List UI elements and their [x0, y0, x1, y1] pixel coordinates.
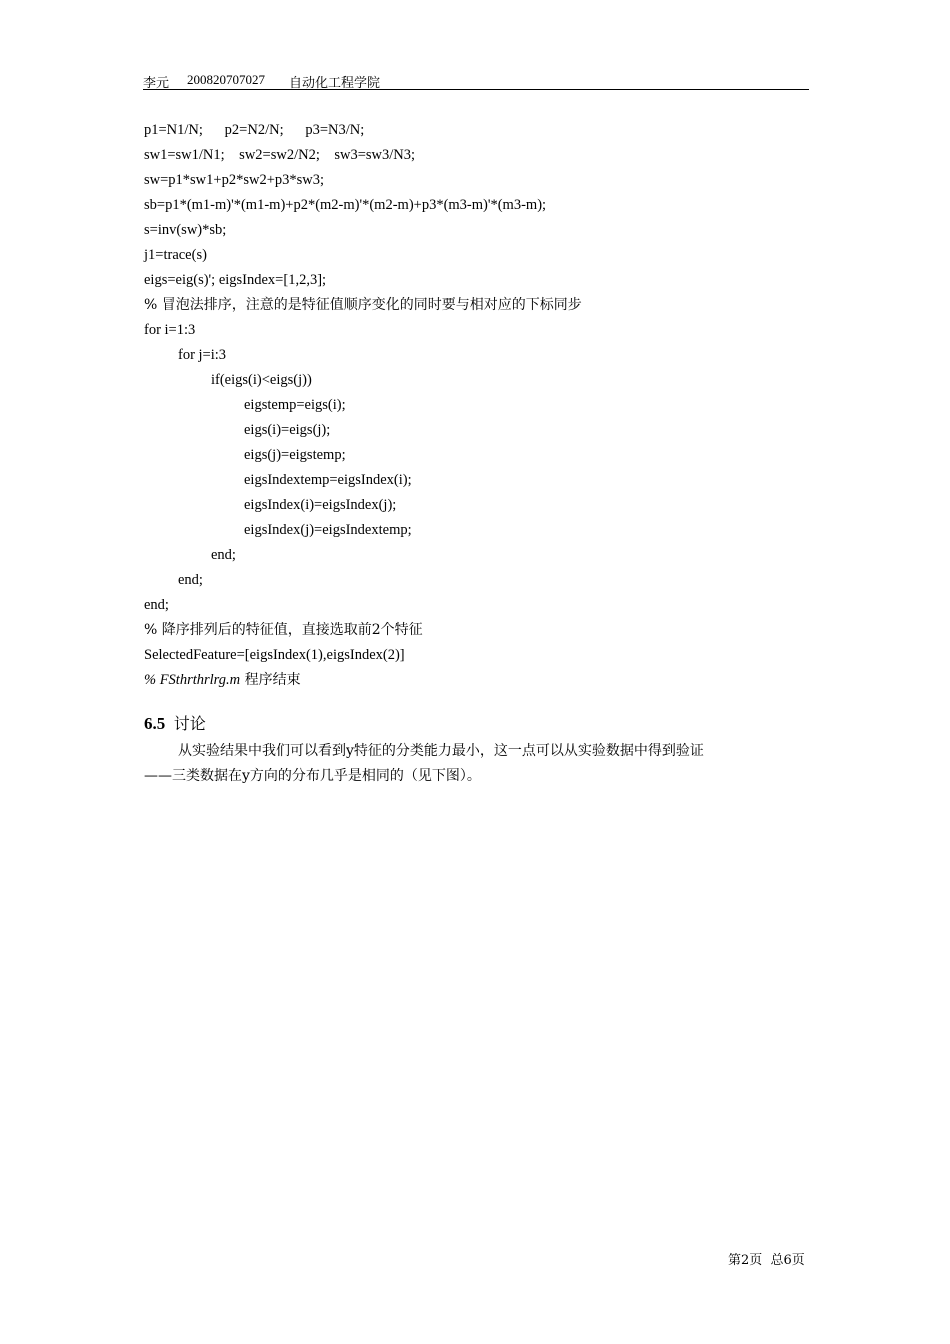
- section-heading: [144, 711, 206, 734]
- code-line: sb=p1*(m1-m)'*(m1-m)+p2*(m2-m)'*(m2-m)+p3*(m3-m)'*(m3-m);: [144, 197, 547, 213]
- script-filename: % FSthrthrlrg.m: [144, 672, 241, 688]
- code-line: sw=p1*sw1+p2*sw2+p3*sw3;: [144, 172, 325, 188]
- paragraph-line: ——三类数据在y方向的分布几乎是相同的（见下图）。: [144, 768, 481, 784]
- paragraph-line: 从实验结果中我们可以看到y特征的分类能力最小，这一点可以从实验数据中得到验证: [178, 743, 704, 759]
- section-title: 讨论: [173, 714, 206, 733]
- code-line: eigsIndex(i)=eigsIndex(j);: [244, 497, 397, 513]
- code-line: for j=i:3: [178, 347, 227, 363]
- code-line: end;: [178, 572, 203, 588]
- code-comment: % 降序排列后的特征值，直接选取前2个特征: [144, 622, 423, 638]
- page-footer: 第2页 总6页: [728, 1253, 805, 1268]
- code-line: sw1=sw1/N1; sw2=sw2/N2; sw3=sw3/N3;: [144, 147, 416, 163]
- script-end-text: 程序结束: [240, 672, 301, 688]
- code-line: p1=N1/N; p2=N2/N; p3=N3/N;: [144, 122, 365, 138]
- section-number: 6.5: [144, 714, 166, 733]
- code-line: SelectedFeature=[eigsIndex(1),eigsIndex(2)]: [144, 647, 405, 663]
- code-listing: [144, 118, 810, 693]
- code-comment: % 冒泡法排序，注意的是特征值顺序变化的同时要与相对应的下标同步: [144, 297, 582, 313]
- code-line: eigstemp=eigs(i);: [244, 397, 346, 413]
- code-line: eigs(j)=eigstemp;: [244, 447, 346, 463]
- code-line: for i=1:3: [144, 322, 196, 338]
- code-line: j1=trace(s): [144, 247, 207, 263]
- code-line: eigsIndextemp=eigsIndex(i);: [244, 472, 412, 488]
- code-line: eigs=eig(s)'; eigsIndex=[1,2,3];: [144, 272, 327, 288]
- header-student-id: 200820707027: [187, 72, 265, 87]
- code-line: end;: [211, 547, 236, 563]
- code-line: eigs(i)=eigs(j);: [244, 422, 331, 438]
- page-header: [143, 70, 809, 90]
- code-line: end;: [144, 597, 169, 613]
- code-end-comment: [144, 668, 810, 693]
- code-line: if(eigs(i)<eigs(j)): [211, 372, 312, 388]
- header-author: 李元: [143, 75, 170, 90]
- header-school: 自动化工程学院: [289, 75, 381, 90]
- discussion-paragraph: [144, 739, 810, 789]
- code-line: s=inv(sw)*sb;: [144, 222, 227, 238]
- code-line: eigsIndex(j)=eigsIndextemp;: [244, 522, 412, 538]
